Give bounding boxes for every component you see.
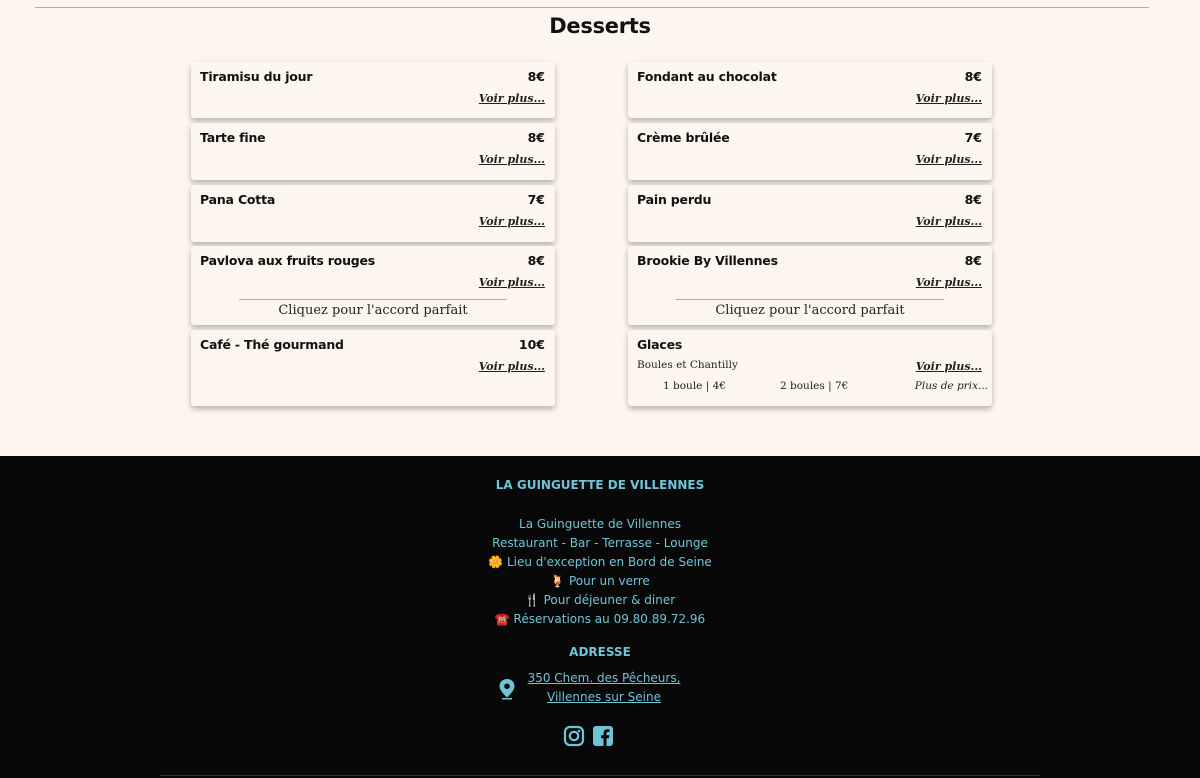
menu-card-brookie[interactable]: [628, 246, 992, 325]
card-price: 8€: [964, 192, 982, 207]
card-name: Pavlova aux fruits rouges: [200, 253, 376, 268]
voir-plus-link[interactable]: Voir plus...: [915, 360, 982, 373]
menu-card-cafe-gourmand[interactable]: [191, 330, 555, 406]
menu-card-tiramisu[interactable]: [191, 62, 555, 118]
card-subtitle: Boules et Chantilly: [637, 359, 738, 371]
card-price: 8€: [527, 253, 545, 268]
menu-card-fondant[interactable]: [628, 62, 992, 118]
voir-plus-link[interactable]: Voir plus...: [478, 276, 545, 289]
accord-divider: [239, 299, 507, 300]
menu-card-pavlova[interactable]: [191, 246, 555, 325]
menu-card-creme-brulee[interactable]: [628, 123, 992, 180]
facebook-icon[interactable]: [592, 725, 614, 747]
address-heading: ADRESSE: [569, 645, 631, 659]
price-option-1: 1 boule | 4€: [663, 380, 726, 392]
section-title: Desserts: [549, 14, 651, 38]
footer-title: LA GUINGUETTE DE VILLENNES: [495, 478, 705, 492]
card-name: Tarte fine: [200, 130, 266, 145]
card-price: 10€: [518, 337, 545, 352]
footer-line-services: Restaurant - Bar - Terrasse - Lounge: [492, 536, 708, 550]
footer-line-name: La Guinguette de Villennes: [519, 517, 681, 531]
card-name: Pana Cotta: [200, 192, 276, 207]
card-name: Pain perdu: [637, 192, 712, 207]
accord-parfait-link[interactable]: Cliquez pour l'accord parfait: [278, 303, 468, 318]
card-name: Tiramisu du jour: [200, 69, 313, 84]
menu-card-pana-cotta[interactable]: [191, 185, 555, 242]
voir-plus-link[interactable]: Voir plus...: [478, 153, 545, 166]
menu-card-glaces[interactable]: [628, 330, 992, 406]
card-name: Fondant au chocolat: [637, 69, 777, 84]
card-price: 8€: [527, 130, 545, 145]
card-price: 8€: [964, 253, 982, 268]
footer: [0, 456, 1200, 778]
footer-line-verre: 🍹 Pour un verre: [550, 574, 650, 588]
instagram-icon[interactable]: [563, 725, 585, 747]
card-name: Crème brûlée: [637, 130, 730, 145]
card-name: Brookie By Villennes: [637, 253, 778, 268]
card-name: Café - Thé gourmand: [200, 337, 344, 352]
footer-line-lieu: 🌼 Lieu d'exception en Bord de Seine: [488, 555, 712, 569]
menu-card-pain-perdu[interactable]: [628, 185, 992, 242]
accord-divider: [676, 299, 944, 300]
voir-plus-link[interactable]: Voir plus...: [915, 215, 982, 228]
voir-plus-link[interactable]: Voir plus...: [478, 360, 545, 373]
card-price: 7€: [964, 130, 982, 145]
card-name: Glaces: [637, 337, 683, 352]
card-price: 7€: [527, 192, 545, 207]
footer-bottom-divider: [160, 775, 1040, 776]
accord-parfait-link[interactable]: Cliquez pour l'accord parfait: [715, 303, 905, 318]
top-divider: [35, 7, 1149, 8]
footer-line-dejeuner: 🍴 Pour déjeuner & diner: [524, 593, 676, 607]
address-line-1[interactable]: 350 Chem. des Pêcheurs,: [527, 671, 681, 685]
voir-plus-link[interactable]: Voir plus...: [915, 153, 982, 166]
card-price: 8€: [527, 69, 545, 84]
menu-card-tarte-fine[interactable]: [191, 123, 555, 180]
address-line-2[interactable]: Villennes sur Seine: [547, 690, 661, 704]
card-price: 8€: [964, 69, 982, 84]
voir-plus-link[interactable]: Voir plus...: [478, 92, 545, 105]
voir-plus-link[interactable]: Voir plus...: [915, 276, 982, 289]
voir-plus-link[interactable]: Voir plus...: [478, 215, 545, 228]
footer-line-reservations: ☎️ Réservations au 09.80.89.72.96: [494, 612, 706, 626]
price-option-2: 2 boules | 7€: [780, 380, 849, 392]
more-prices-link[interactable]: Plus de prix...: [914, 380, 988, 392]
voir-plus-link[interactable]: Voir plus...: [915, 92, 982, 105]
